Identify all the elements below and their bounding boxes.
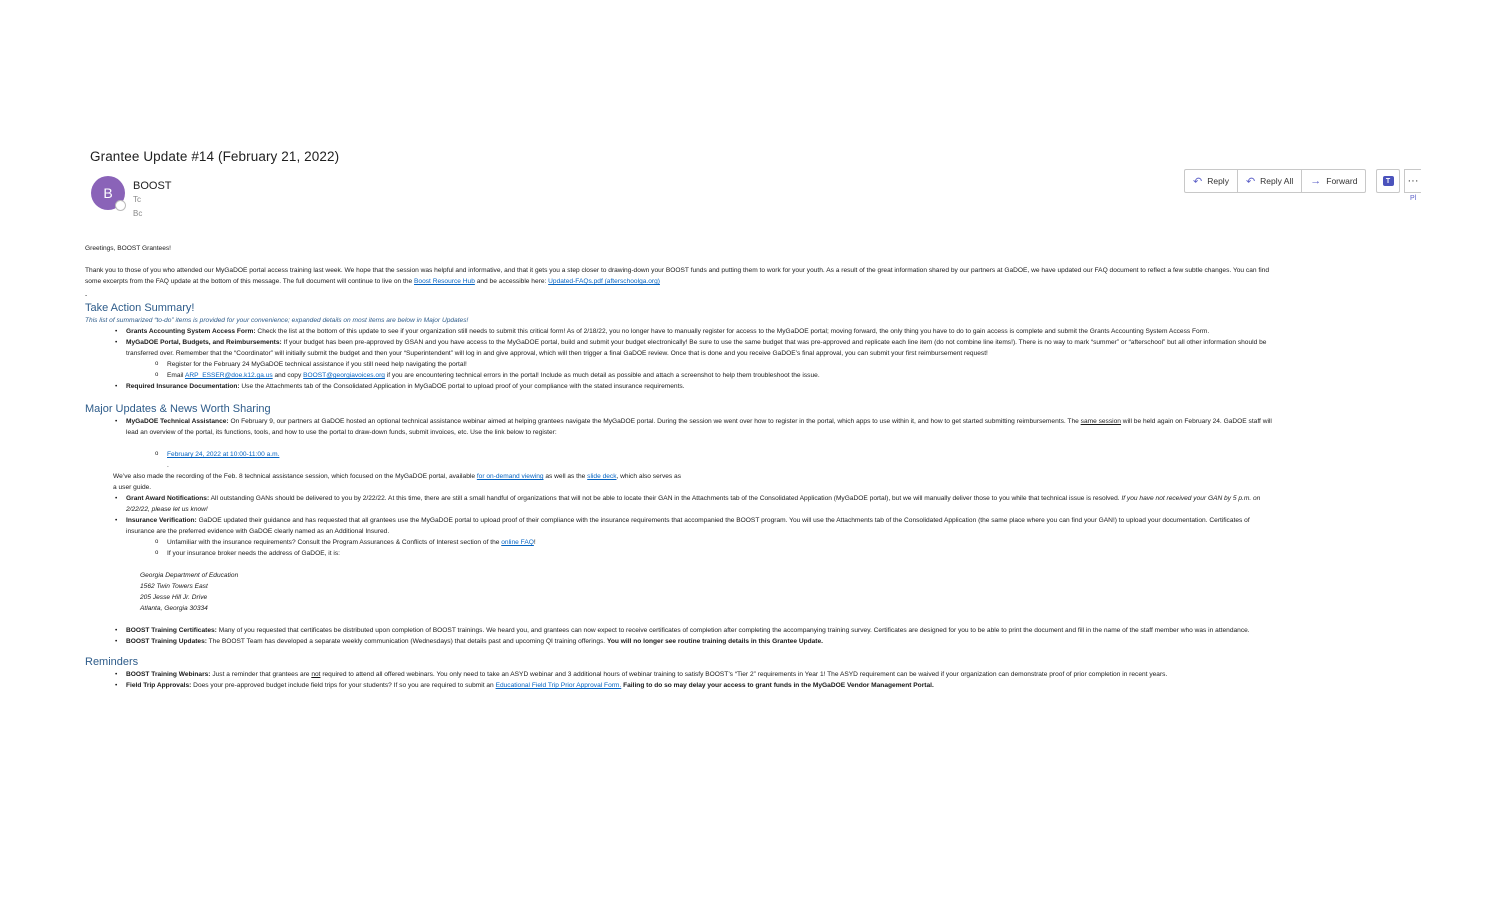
more-actions-button[interactable]: ··· — [1404, 169, 1421, 193]
list-item: • Grants Accounting System Access Form: Check the list at the bottom of this update to see if your organization still needs to submit this critical form! As of 2/18/22, you no longer have to manually register for access to the MyGaDOE portal; moving forward, the only thing you have to do to gain access is complete and submit the Grants Accounting System Access Form. — [126, 326, 1280, 337]
reply-label: Reply — [1207, 176, 1229, 186]
sender-name[interactable]: BOOST — [133, 180, 172, 192]
list-item: o Email ARP_ESSER@doe.k12.ga.us and copy BOOST@georgiavoices.org if you are encountering technical errors in the portal! Include as much detail as possible and attach a screenshot to help them troubleshoot the issue. — [167, 370, 1280, 381]
message-action-toolbar — [1184, 169, 1366, 193]
list-item — [167, 449, 1280, 460]
take-action-heading: Take Action Summary! — [85, 302, 195, 314]
slide-deck-link[interactable]: slide deck — [587, 473, 617, 480]
list-item: • Insurance Verification: GaDOE updated their guidance and has requested that all grantees use the MyGaDOE portal to upload proof of their compliance with the insurance requirements that accompanied the BOOST program. You will use the Attachments tab of the Consolidated Application (the same place where you can find your GAN!) to upload your documentation. Certificates of insurance are the preferred evidence with GaDOE clearly named as an Additional Insured. o Unfamiliar with the insurance requirements? Consult the Program Assurances & Conflicts of Interest section of the online FAQ! o If your insurance broker needs the address of GaDOE, it is: — [126, 515, 1280, 559]
teams-icon: T — [1383, 176, 1394, 186]
register-feb24-link[interactable]: February 24, 2022 at 10:00-11:00 a.m. — [167, 451, 280, 458]
greeting: Greetings, BOOST Grantees! — [85, 245, 171, 252]
bcc-recipients: Bc — [133, 209, 143, 218]
list-item: • MyGaDOE Technical Assistance: On February 9, our partners at GaDOE hosted an optional technical assistance webinar aimed at helping grantees navigate the MyGaDOE portal. During the session we went over how to register in the portal, which apps to use within it, and how to get started submitting reimbursements. The same session will be held again on February 24. GaDOE staff will lead an overview of the portal, its functions, tools, and how to use the portal to draw-down funds, submit invoices, etc. Use the link below to register: o February 24, 2022 at 10:00-11:00 a.m. . — [126, 416, 1280, 471]
list-item: • Grant Award Notifications: All outstanding GANs should be delivered to you by 2/22/22. At this time, there are still a small handful of organizations that will not be able to locate their GAN in the Attachments tab of the Consolidated Application (MyGaDOE portal), but we will manually deliver those to you while that technical issue is resolved. If you have not received your GAN by 5 p.m. on 2/22/22, please let us know! — [126, 493, 1280, 515]
major-updates-list-2 — [85, 493, 1280, 559]
on-demand-viewing-link[interactable]: for on-demand viewing — [476, 473, 544, 480]
boost-resource-hub-link[interactable]: Boost Resource Hub — [414, 278, 475, 285]
recording-paragraph: We’ve also made the recording of the Feb. 8 technical assistance session, which focused on the MyGaDOE portal, available for on-demand viewing as well as the slide deck, which also serves as — [113, 473, 681, 480]
forward-button[interactable] — [1302, 170, 1365, 192]
to-recipients: Tc — [133, 195, 141, 204]
teams-button[interactable] — [1376, 169, 1400, 193]
updated-faqs-link[interactable]: Updated-FAQs.pdf (afterschoolga.org) — [548, 278, 660, 285]
reminders-heading: Reminders — [85, 656, 139, 668]
take-action-note: This list of summarized “to-do” items is provided for your convenience; expanded details on most items are below in Major Updates! — [85, 317, 469, 324]
list-item: • BOOST Training Updates: The BOOST Team has developed a separate weekly communication (Wednesdays) that details past and upcoming QI training offerings. You will no longer see routine training details in this Grantee Update. — [126, 636, 1280, 647]
list-item: o Register for the February 24 MyGaDOE technical assistance if you still need help navigating the portal! — [167, 359, 1280, 370]
reply-all-label: Reply All — [1260, 176, 1294, 186]
list-item: • Field Trip Approvals: Does your pre-approved budget include field trips for your students? If so you are required to submit an Educational Field Trip Prior Approval Form. Failing to do so may delay your access to grant funds in the MyGaDOE Vendor Management Portal. — [126, 680, 1280, 691]
forward-label: Forward — [1326, 176, 1358, 186]
list-item: o If your insurance broker needs the address of GaDOE, it is: — [167, 548, 1280, 559]
email-subject: Grantee Update #14 (February 21, 2022) — [90, 149, 340, 164]
gadoe-address: Georgia Department of Education 1562 Twin Towers East 205 Jesse Hill Jr. Drive Atlanta, Georgia 30334 — [140, 572, 239, 612]
online-faq-link[interactable]: online FAQ — [501, 539, 534, 546]
reply-icon: ↶ — [1193, 175, 1203, 188]
list-item: • BOOST Training Webinars: Just a reminder that grantees are not required to attend all offered webinars. You only need to take an ASYD webinar and 3 additional hours of webinar training to satisfy BOOST’s “Tier 2” requirements in Year 1! The ASYD requirement can be waived if your organization can demonstrate proof of prior completion in recent years. — [126, 669, 1280, 680]
reminders-list — [85, 669, 1280, 691]
flag-indicator: Pl — [1410, 195, 1417, 202]
list-item: • BOOST Training Certificates: Many of you requested that certificates be distributed upon completion of BOOST trainings. We heard you, and grantees can now expect to receive certificates of completion after completing the accompanying training survey. Certificates are designed for you to be able to print the document and fill in the name of the staff member who was in attendance. — [126, 625, 1280, 636]
email-body — [85, 243, 1280, 691]
dash: - — [85, 292, 88, 299]
field-trip-form-link[interactable]: Educational Field Trip Prior Approval Form. — [495, 682, 622, 689]
boost-email-link[interactable]: BOOST@georgiavoices.org — [303, 372, 385, 379]
reply-button[interactable] — [1185, 170, 1238, 192]
list-item: • Required Insurance Documentation: Use the Attachments tab of the Consolidated Application in MyGaDOE portal to upload proof of your compliance with the stated insurance requirements. — [126, 381, 1280, 392]
intro-paragraph: Thank you to those of you who attended our MyGaDOE portal access training last week. We hope that the session was helpful and informative, and that it gets you a step closer to drawing-down your BOOST funds and putting them to work for your youth. As a result of the great information shared by our partners at GaDOE, we have updated our FAQ document to reflect a few subtle changes. You can find some excerpts from the FAQ update at the bottom of this message. The full document will continue to live on the Boost Resource Hub and be accessible here: Updated-FAQs.pdf (afterschoolga.org) — [85, 267, 1269, 285]
reply-all-icon: ↶ — [1245, 175, 1256, 188]
arp-esser-email-link[interactable]: ARP_ESSER@doe.k12.ga.us — [184, 372, 273, 379]
reply-all-button[interactable] — [1238, 170, 1302, 192]
major-updates-list — [85, 416, 1280, 471]
take-action-list — [85, 326, 1280, 392]
list-item: o Unfamiliar with the insurance requirements? Consult the Program Assurances & Conflicts of Interest section of the online FAQ! — [167, 537, 1280, 548]
avatar[interactable]: B — [91, 176, 125, 210]
recording-paragraph-end: a user guide. — [113, 484, 152, 491]
forward-icon: → — [1310, 175, 1322, 187]
major-updates-heading: Major Updates & News Worth Sharing — [85, 403, 271, 415]
presence-status-icon — [115, 200, 126, 211]
list-item: • MyGaDOE Portal, Budgets, and Reimbursements: If your budget has been pre-approved by GSAN and you have access to the MyGaDOE portal, build and submit your budget electronically! Be sure to use the same budget that was pre-approved and replicate each line item (do not combine line items!). There is no way to mark “summer” or “afterschool” but all other information should be transferred over. Remember that the “Coordinator” will initially submit the budget and then your “Superintendent” will log in and give approval, which will then trigger a final GaDOE review. Once that is done and you receive GaDOE’s final approval, you can submit your first reimbursement request! o Register for the February 24 MyGaDOE technical assistance if you still need help navigating the portal! o Email ARP_ESSER@doe.k12.ga.us and copy BOOST@georgiavoices.org if you are encountering technical errors in the portal! Include as much detail as possible and attach a screenshot to help them troubleshoot the issue. — [126, 337, 1280, 381]
major-updates-list-3 — [85, 625, 1280, 647]
